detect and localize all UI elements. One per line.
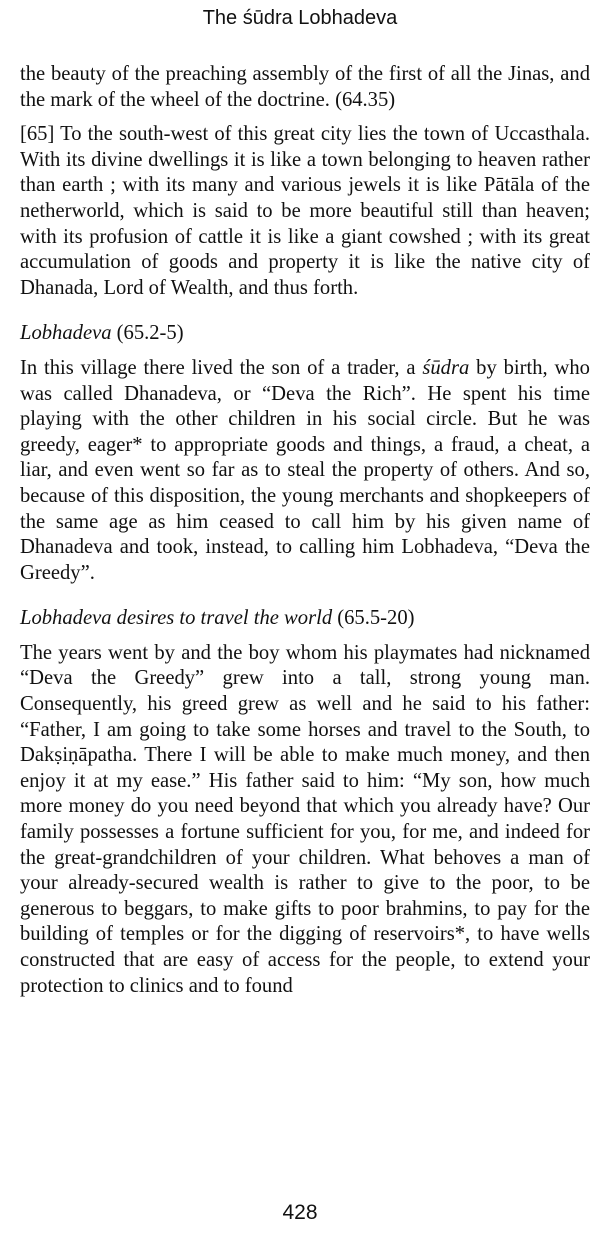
section-heading-travel: [20, 606, 590, 632]
heading-title: Lobhadeva: [20, 322, 112, 345]
text-run: by birth, who was called Dhanadeva, or “Deva the Rich”. He spent his time playing with the other children in his social circle. But he was greedy, eager* to appropriate goods and things, a fraud, a cheat, a liar, and even went so far as to steal the property of others. And so, because of this disposition, the young merchants and shopkeepers of the same age as him ceased to call him by his given name of Dhanadeva and took, instead, to calling him Lobhadeva, “Deva the Greedy”.: [20, 356, 590, 584]
page-number: 428: [282, 1201, 318, 1224]
text-run: In this village there lived the son of a trader, a: [20, 356, 423, 379]
heading-title: Lobhadeva desires to travel the world: [20, 607, 333, 630]
paragraph-65: [65] To the south-west of this great city lies the town of Uccasthala. With its divine dwellings it is like a town belonging to heaven rather than earth ; with its many and various jewels it is like Pātāla of the netherworld, which is said to be more beautiful still than heaven; with its profusion of cattle it is like a giant cowshed ; with its great accumulation of goods and property it is like the native city of Dhanada, Lord of Wealth, and thus forth.: [20, 123, 590, 299]
paragraph-travel: The years went by and the boy whom his playmates had nicknamed “Deva the Greedy” grew into a tall, strong young man. Consequently, his greed grew as well and he said to his father: “Father, I am going to take some horses and travel to the South, to Dakṣiṇāpatha. There I will be able to make much money, and then enjoy it at my ease.” His father said to him: “My son, how much more money do you need beyond that which you already have? Our family possesses a fortune sufficient for you, for me, and indeed for the great-grandchildren of your children. What behoves a man of your already-secured wealth is rather to give to the poor, to be generous to beggars, to make gifts to poor brahmins, to pay for the building of temples or for the digging of reservoirs*, to have wells constructed that are easy of access for the people, to extend your protection to clinics and to found: [20, 641, 590, 997]
running-head: The śūdra Lobhadeva: [202, 7, 398, 29]
paragraph-continued: the beauty of the preaching assembly of the first of all the Jinas, and the mark of the wheel of the doctrine. (64.35): [20, 63, 590, 111]
italic-term: śūdra: [422, 356, 470, 379]
section-heading-lobhadeva: [20, 321, 590, 347]
body-text: [20, 62, 590, 999]
paragraph-lobhadeva: [20, 356, 590, 586]
heading-reference: (65.5-20): [332, 607, 415, 630]
heading-reference: (65.2-5): [111, 322, 184, 345]
